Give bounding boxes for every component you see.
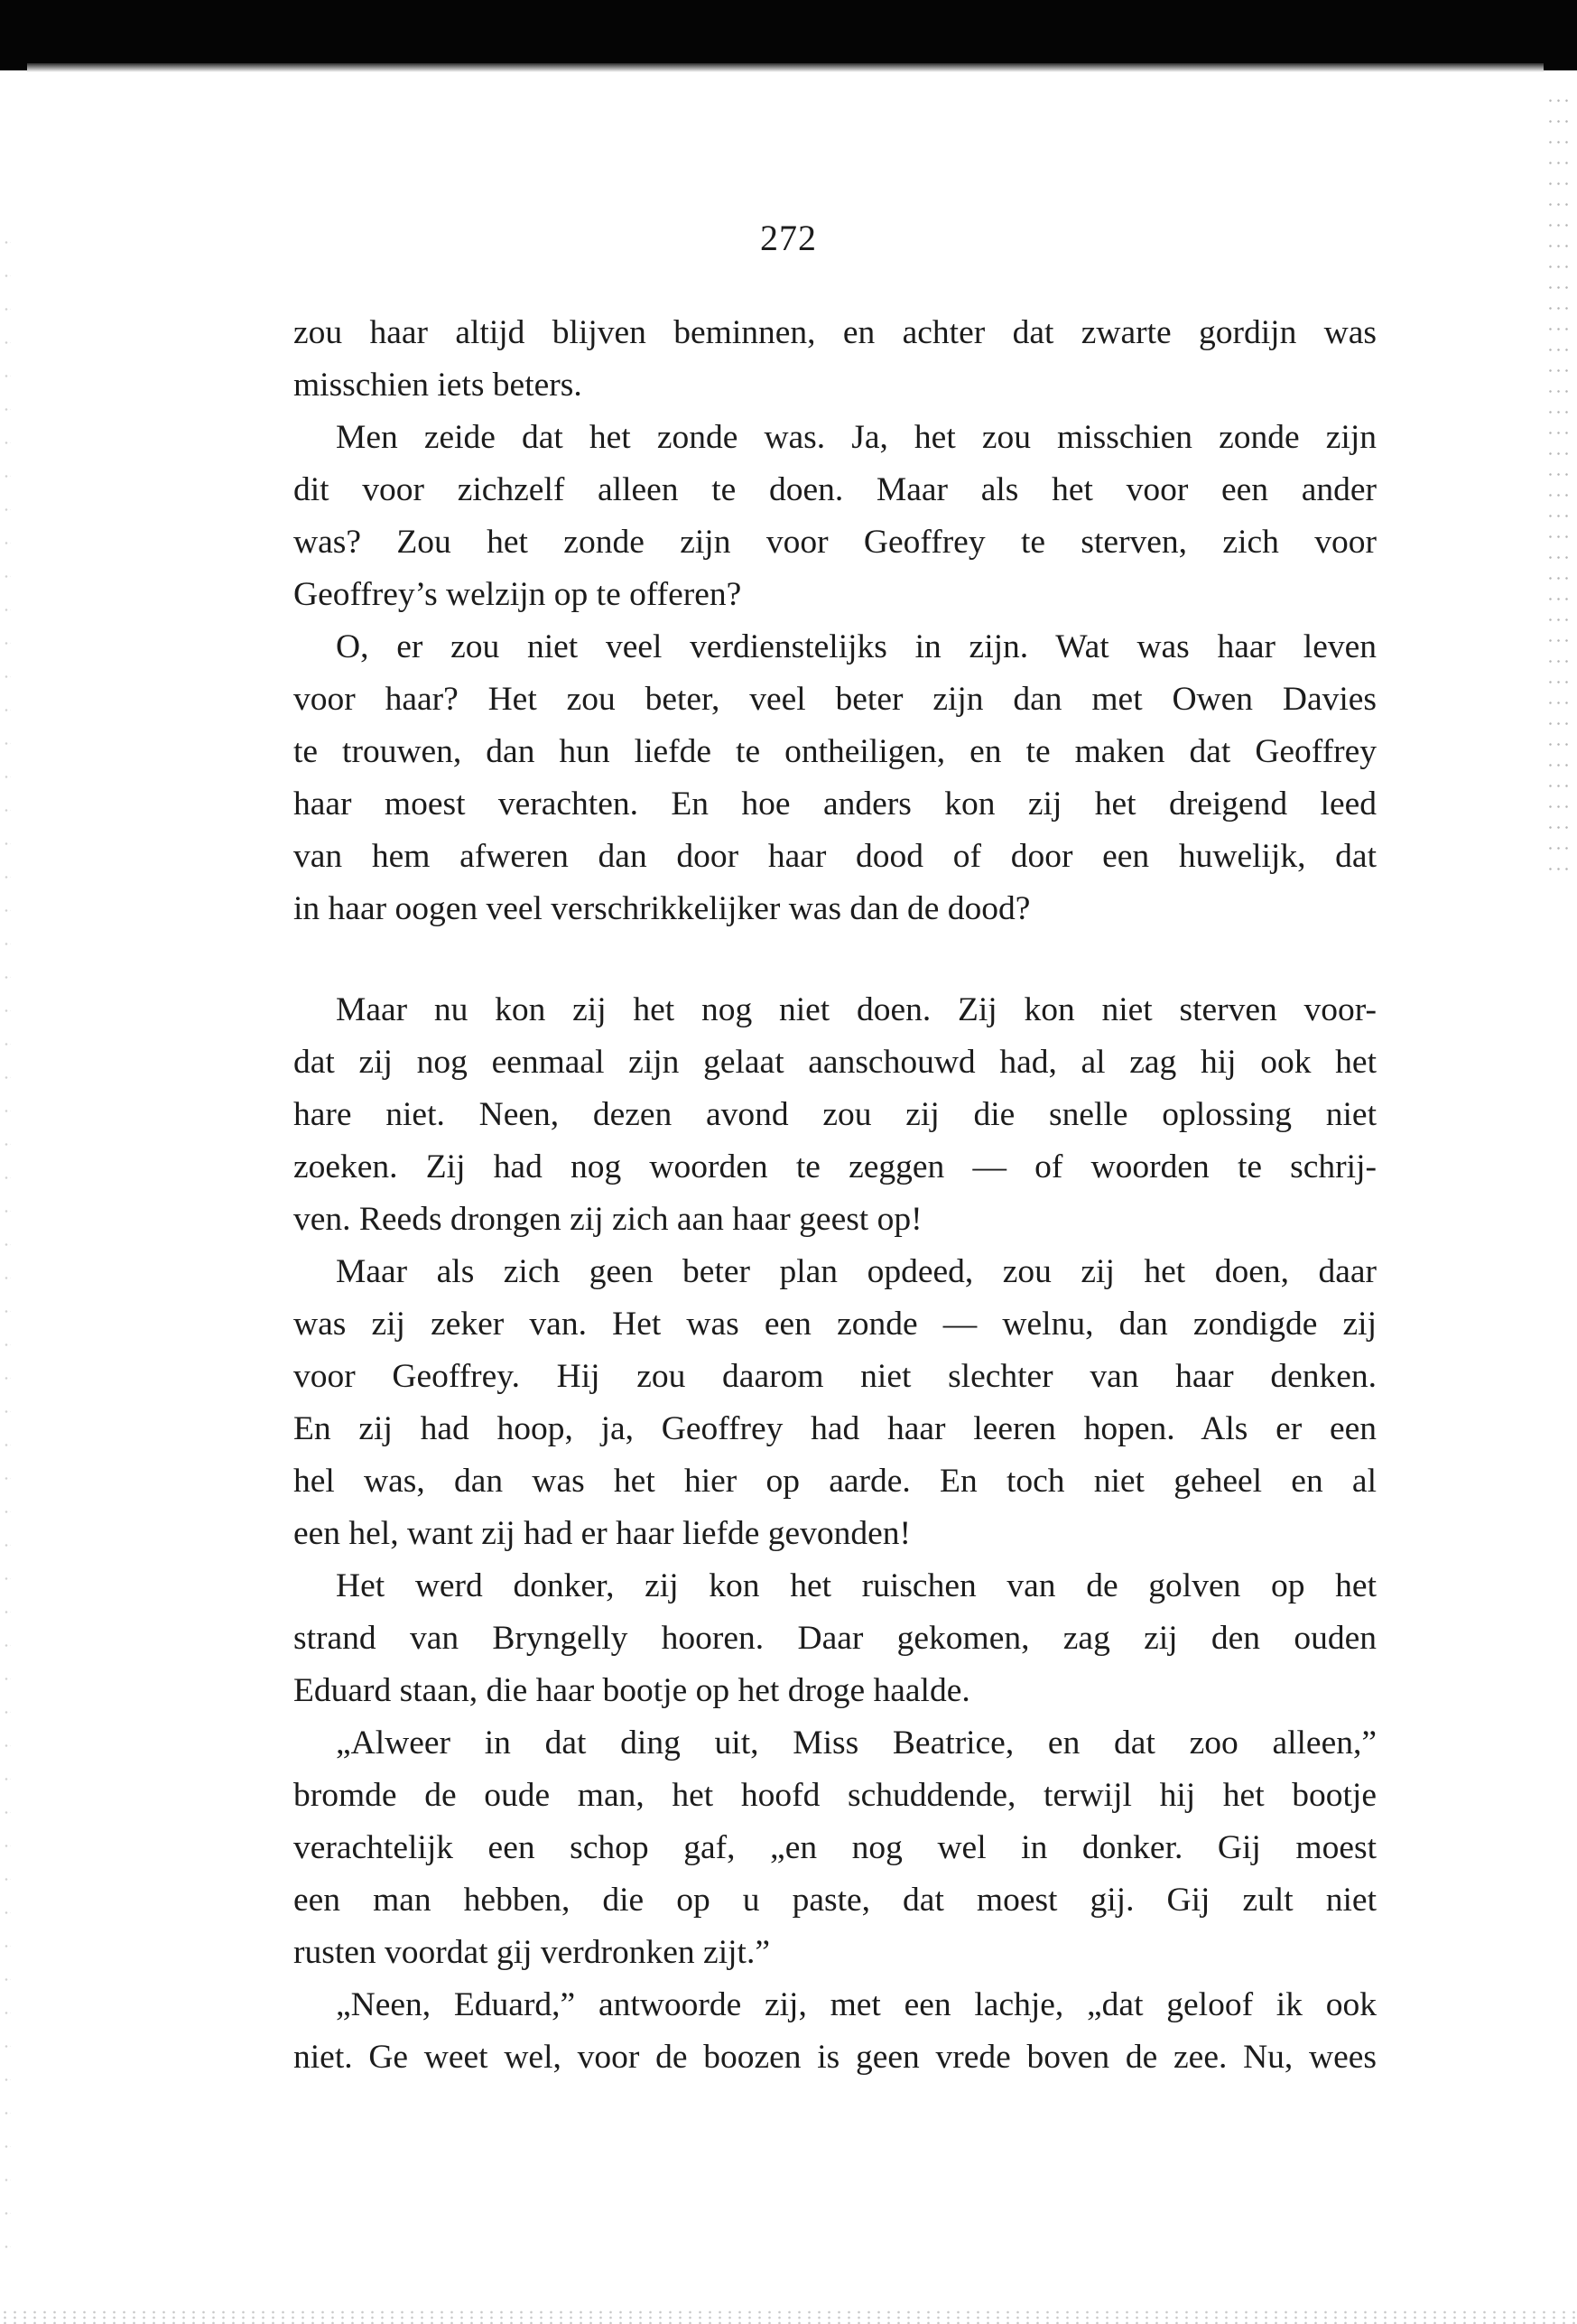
text-line: Het werd donker, zij kon het ruischen van de golven op het [336,1567,1377,1604]
text-line: bromde de oude man, het hoofd schuddende, terwijl hij het bootje [293,1777,1377,1814]
text-line: zoeken. Zij had nog woorden te zeggen — of woorden te schrij- [293,1148,1377,1185]
text-line: zou haar altijd blijven beminnen, en achter dat zwarte gordijn was [293,314,1377,351]
scan-right-edge-noise [1546,90,1573,885]
text-line: rusten voordat gij verdronken zijt.” [293,1934,770,1971]
text-line: Men zeide dat het zonde was. Ja, het zou misschien zonde zijn [336,419,1377,456]
section-break [293,935,1377,984]
text-line: Maar als zich geen beter plan opdeed, zou zij het doen, daar [336,1253,1377,1290]
paragraph [293,1246,1377,1560]
text-line: voor haar? Het zou beter, veel beter zijn dan met Owen Davies [293,681,1377,718]
text-line: En zij had hoop, ja, Geoffrey had haar leeren hopen. Als er een [293,1410,1377,1447]
text-line: dit voor zichzelf alleen te doen. Maar als het voor een ander [293,471,1377,508]
text-line: Geoffrey’s welzijn op te offeren? [293,576,742,613]
text-line: was zij zeker van. Het was een zonde — welnu, dan zondigde zij [293,1306,1377,1343]
paragraph [293,1560,1377,1717]
paragraph [293,307,1377,412]
text-line: haar moest verachten. En hoe anders kon zij het dreigend leed [293,786,1377,823]
text-line: een man hebben, die op u paste, dat moest gij. Gij zult niet [293,1882,1377,1919]
text-line: in haar oogen veel verschrikkelijker was dan de dood? [293,890,1031,927]
text-line: ven. Reeds drongen zij zich aan haar geest op! [293,1201,923,1238]
scan-top-border [0,0,1577,70]
text-line: niet. Ge weet wel, voor de boozen is geen vrede boven de zee. Nu, wees [293,2039,1377,2076]
text-line: was? Zou het zonde zijn voor Geoffrey te sterven, zich voor [293,524,1377,561]
text-line: O, er zou niet veel verdienstelijks in zijn. Wat was haar leven [336,628,1377,665]
paragraph [293,1979,1377,2084]
text-line: strand van Bryngelly hooren. Daar gekomen, zag zij den ouden [293,1620,1377,1657]
text-line: verachtelijk een schop gaf, „en nog wel in donker. Gij moest [293,1829,1377,1866]
page-body-text [293,307,1377,2084]
text-line: hel was, dan was het hier op aarde. En toch niet geheel en al [293,1463,1377,1500]
text-line: Eduard staan, die haar bootje op het droge haalde. [293,1672,970,1709]
page-number: 272 [760,218,817,258]
text-line: misschien iets beters. [293,367,582,404]
scan-left-edge-noise [4,226,11,2257]
paragraph [293,1717,1377,1979]
scan-top-border-edge [27,63,1544,72]
paragraph [293,412,1377,621]
text-line: te trouwen, dan hun liefde te ontheiligen, en te maken dat Geoffrey [293,733,1377,770]
text-line: hare niet. Neen, dezen avond zou zij die snelle oplossing niet [293,1096,1377,1133]
scan-bottom-edge-noise [0,2310,1577,2324]
text-line: „Alweer in dat ding uit, Miss Beatrice, en dat zoo alleen,” [336,1724,1377,1762]
text-line: dat zij nog eenmaal zijn gelaat aanschouwd had, al zag hij ook het [293,1044,1377,1081]
text-line: een hel, want zij had er haar liefde gevonden! [293,1515,912,1552]
text-line: van hem afweren dan door haar dood of door een huwelijk, dat [293,838,1377,875]
text-line: voor Geoffrey. Hij zou daarom niet slechter van haar denken. [293,1358,1377,1395]
paragraph [293,621,1377,935]
text-line: Maar nu kon zij het nog niet doen. Zij kon niet sterven voor- [336,991,1377,1028]
paragraph [293,984,1377,1246]
text-line: „Neen, Eduard,” antwoorde zij, met een lachje, „dat geloof ik ook [336,1986,1377,2023]
